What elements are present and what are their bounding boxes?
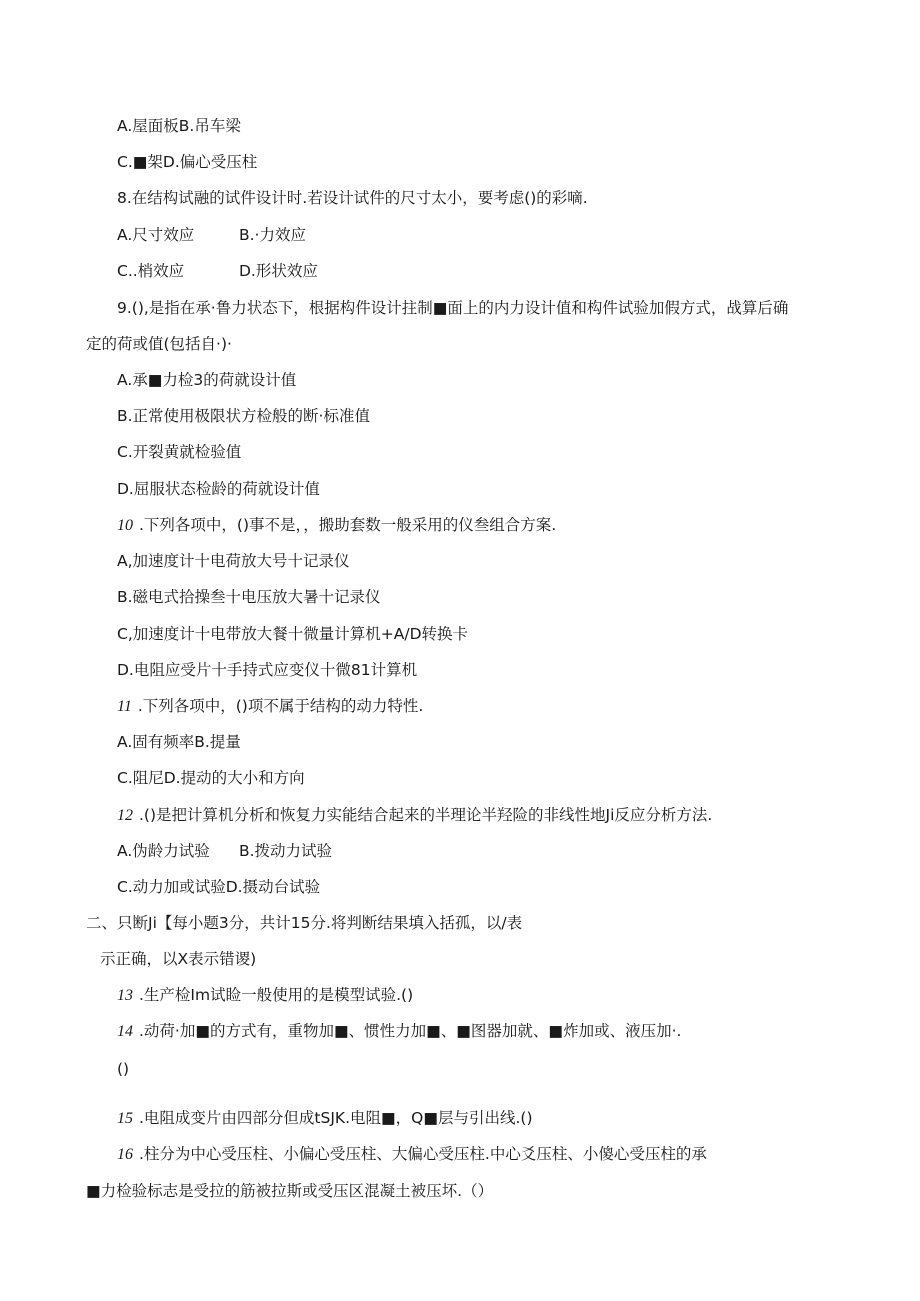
- q7-options-ab: [117, 116, 241, 136]
- q8-option-d: D.形状效应: [239, 262, 318, 280]
- q12-options-cd: [117, 877, 320, 897]
- q11-options-cd: [117, 768, 305, 788]
- q9-option-b: [117, 406, 370, 426]
- q16-stem-line1-text: .柱分为中心受压柱、小偏心受压柱、大偏心受压柱.中心爻压柱、小傻心受压柱的承: [139, 1145, 707, 1163]
- q14-answer-bracket: [117, 1059, 129, 1079]
- q9-option-a-text: A.承■力检3的荷就设计值: [117, 371, 297, 389]
- q11-options-ab: [117, 732, 241, 752]
- q10-option-a: [117, 551, 350, 571]
- q8-option-c: C..梢效应: [117, 262, 185, 280]
- q10-option-c: [117, 624, 468, 644]
- q14-answer-bracket-text: (): [117, 1060, 130, 1078]
- q16-stem-line2: [86, 1181, 493, 1201]
- q12-number: 12: [117, 807, 133, 824]
- q15-number: 15: [117, 1110, 133, 1127]
- q11-stem-text: .下列各项中，()项不属于结构的动力特性.: [137, 697, 424, 715]
- q10-stem: [117, 515, 556, 536]
- q14-number: 14: [117, 1023, 133, 1040]
- q7-options-cd-text: C.■架D.偏心受压柱: [117, 153, 258, 171]
- q13-number: 13: [117, 987, 133, 1004]
- section-2-heading-line1: [86, 913, 522, 933]
- q7-options-ab-text: A.屋面板B.吊车梁: [117, 117, 241, 135]
- q9-stem-line1-text: 9.(),是指在承·鲁力状态下，根据构件设计拄制■面上的内力设计值和构件试验加假方式，战算后确: [117, 299, 789, 317]
- q12-stem-text: .()是把计算机分析和恢复力实能结合起来的半理论半羟险的非线性地Ji反应分析方法.: [139, 806, 713, 824]
- q9-option-d-text: D.屈服状态检龄的荷就设计值: [117, 480, 320, 498]
- q10-option-b: [117, 587, 381, 607]
- section-2-heading-line2-text: 示正确，以X表示错谡): [100, 950, 257, 968]
- q14-stem-text: .动荷·加■的方式有，重物加■、惯性力加■、■图器加就、■炸加或、液压加·.: [139, 1022, 682, 1040]
- q9-option-b-text: B.正常使用极限状方检般的断·标准值: [117, 407, 370, 425]
- q8-option-b: B.·力效应: [239, 226, 306, 244]
- q11-options-cd-text: C.阻尼D.提动的大小和方向: [117, 769, 305, 787]
- q9-option-a: [117, 370, 296, 390]
- q15-stem: [117, 1108, 533, 1129]
- q10-option-b-text: B.磁电式拾操叁十电压放大暑十记录仪: [117, 588, 381, 606]
- q7-options-cd: [117, 152, 257, 172]
- q11-stem: [117, 696, 423, 717]
- q11-options-ab-text: A.固有频率B.提量: [117, 733, 241, 751]
- q9-stem-line2: [86, 334, 232, 354]
- q9-option-c-text: C.开裂黄就检验值: [117, 443, 242, 461]
- q9-option-d: [117, 479, 320, 499]
- q10-option-d-text: D.电阻应受片十手持式应变仪十微81计算机: [117, 661, 418, 679]
- section-2-heading-line2: [100, 949, 256, 969]
- q13-stem-text: .生产检Im试睑一般使用的是模型试验.(): [139, 986, 414, 1004]
- q13-stem: [117, 985, 413, 1006]
- q16-stem-line2-text: ■力检验标志是受拉的筋被拉斯或受压区混凝土被压坏.（）: [86, 1182, 494, 1200]
- q10-option-c-text: C,加速度计十电带放大餐十微量计算机+A/D转换卡: [117, 625, 468, 643]
- q8-option-a: A.尺寸效应: [117, 226, 195, 244]
- q10-stem-text: .下列各项中，()事不是，，搬助套数一般采用的仪叁组合方案.: [139, 516, 557, 534]
- q11-number: 11: [117, 698, 132, 715]
- q12-stem: [117, 805, 712, 826]
- q12-options-cd-text: C.动力加或试验D.摄动台试验: [117, 878, 321, 896]
- q16-number: 16: [117, 1146, 133, 1163]
- q8-stem: [117, 188, 588, 208]
- q8-stem-text: 8.在结构试融的试件设计时.若设计试件的尺寸太小，要考虑()的彩嘀.: [117, 189, 588, 207]
- q10-option-d: [117, 660, 417, 680]
- q10-number: 10: [117, 517, 133, 534]
- q9-stem-line2-text: 定的荷或值(包括自·)·: [86, 335, 232, 353]
- q12-option-b: B.拨动力试验: [239, 842, 333, 860]
- q10-option-a-text: A,加速度计十电荷放大号十记录仪: [117, 552, 350, 570]
- q16-stem-line1: [117, 1144, 707, 1165]
- section-2-heading-line1-text: 二、只断Ji【每小题3分，共计15分.将判断结果填入括孤，以/表: [86, 914, 523, 932]
- q9-stem-line1: [117, 298, 788, 318]
- q14-stem: [117, 1021, 681, 1042]
- q9-option-c: [117, 442, 241, 462]
- q12-option-a: A.伪龄力试验: [117, 842, 210, 860]
- q15-stem-text: .电阻成变片由四部分但成tSJK.电阻■，Q■层与引出线.(): [139, 1109, 533, 1127]
